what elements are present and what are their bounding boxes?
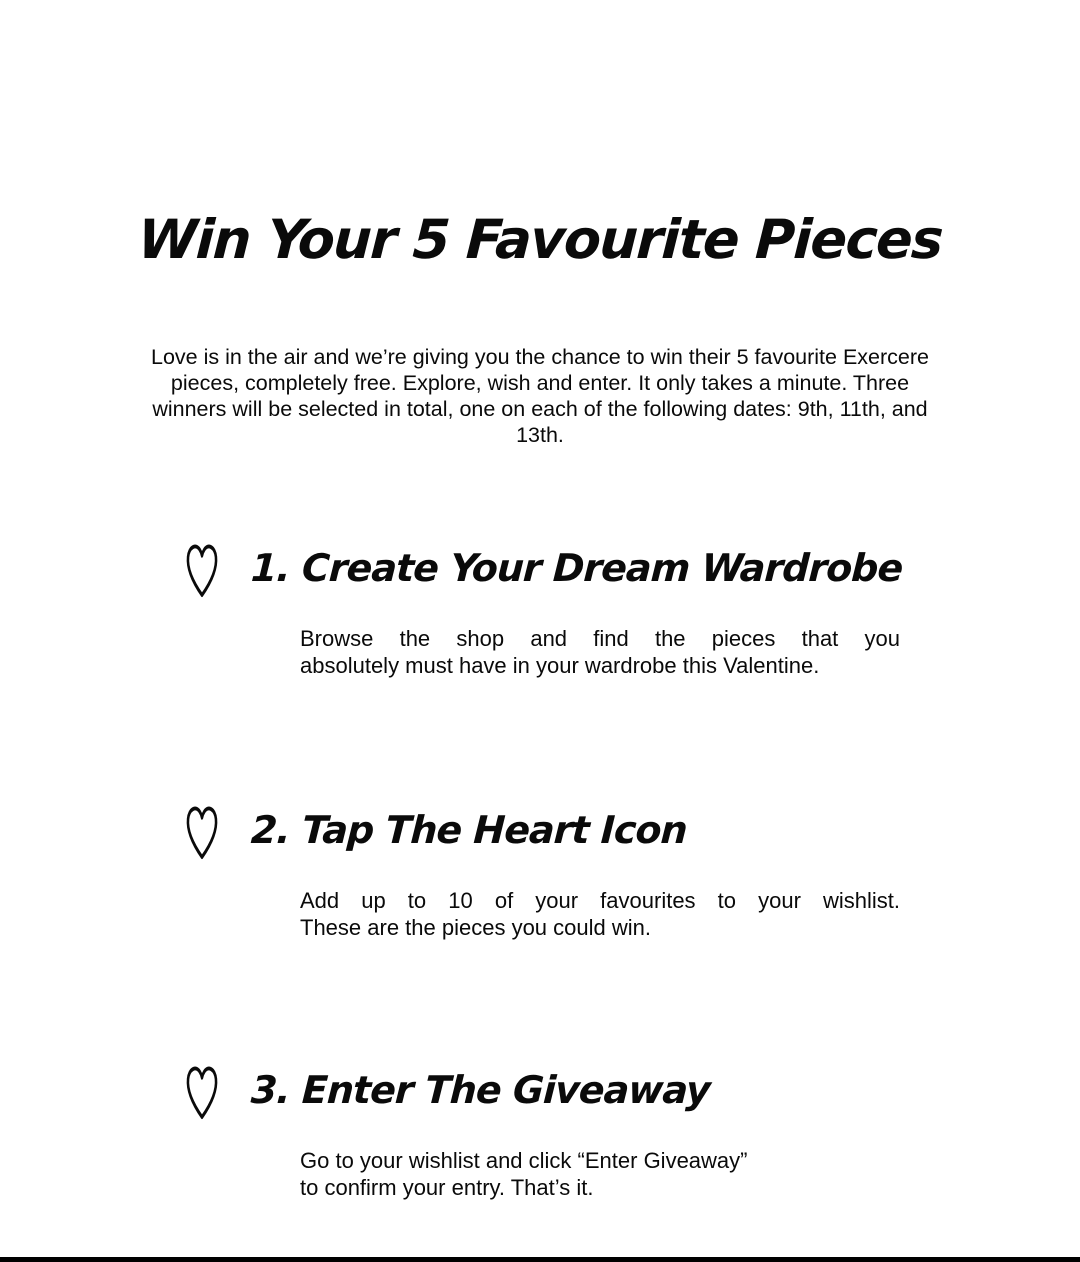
step-2-body bbox=[300, 887, 900, 941]
step-2-heading: 2. Tap The Heart Icon bbox=[249, 808, 688, 852]
body-line: These are the pieces you could win. bbox=[300, 915, 651, 940]
heart-outline-icon bbox=[183, 798, 221, 862]
step-3-heading-row bbox=[183, 1050, 710, 1130]
step-3-body bbox=[300, 1147, 900, 1201]
body-line: Go to your wishlist and click “Enter Giveaway” bbox=[300, 1148, 748, 1173]
body-line: absolutely must have in your wardrobe this Valentine. bbox=[300, 653, 820, 678]
bottom-divider bbox=[0, 1257, 1080, 1262]
body-line: to confirm your entry. That’s it. bbox=[300, 1175, 594, 1200]
body-line: Browse the shop and find the pieces that you bbox=[300, 626, 900, 651]
step-2-heading-row bbox=[183, 790, 687, 870]
step-3-heading: 3. Enter The Giveaway bbox=[249, 1068, 711, 1112]
page-title: Win Your 5 Favourite Pieces bbox=[136, 208, 944, 271]
step-1-body bbox=[300, 625, 900, 679]
heart-outline-icon bbox=[183, 1058, 221, 1122]
step-1-heading: 1. Create Your Dream Wardrobe bbox=[249, 546, 904, 590]
intro-paragraph: Love is in the air and we’re giving you the chance to win their 5 favourite Exercere pieces, completely free. Explore, wish and enter. It only takes a minute. Three winners will be selected in total, one on each of the following dates: 9th, 11th, and 13th. bbox=[150, 345, 929, 447]
body-line: Add up to 10 of your favourites to your wishlist. bbox=[300, 888, 900, 913]
heart-outline-icon bbox=[183, 536, 221, 600]
step-1-heading-row bbox=[183, 528, 902, 608]
